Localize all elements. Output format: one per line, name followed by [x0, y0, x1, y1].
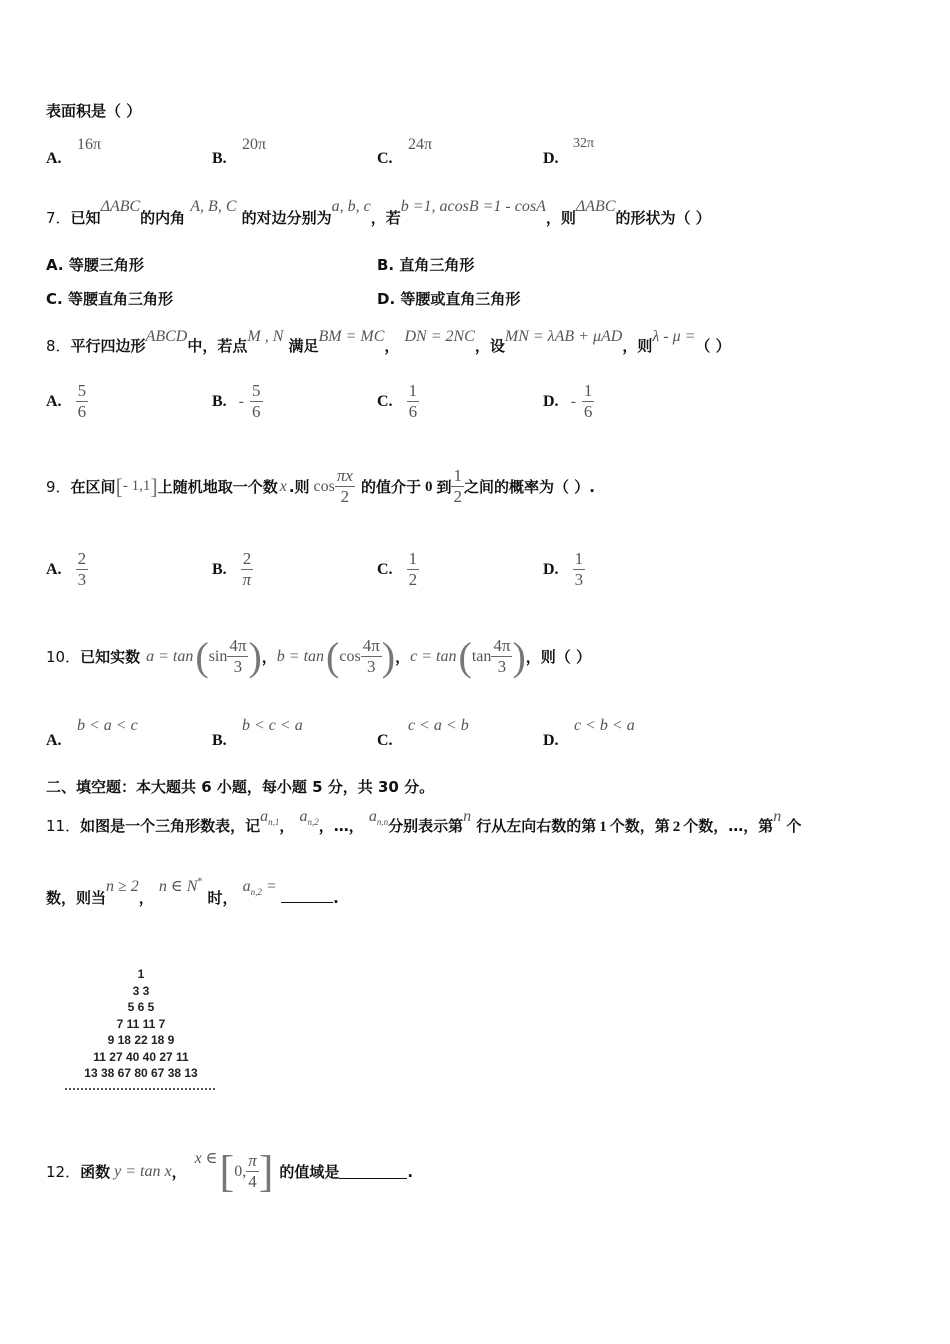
q8-text-1: 平行四边形	[70, 337, 146, 355]
q9-option-a	[46, 549, 88, 590]
q8-option-d-fraction	[582, 381, 595, 422]
q8-option-d-num: 1	[583, 381, 593, 400]
q8-text-3: 满足	[288, 337, 319, 355]
q10-c-tan: tan	[471, 647, 492, 665]
q9-option-b-fraction	[241, 549, 254, 590]
triangle-number-table	[56, 966, 226, 1090]
q9-option-b-num: 2	[242, 549, 252, 568]
q7-option-d	[377, 290, 520, 308]
q10-option-b: b < c < a	[242, 717, 303, 734]
q11-a3: a	[368, 808, 377, 825]
q8-option-a-fraction	[76, 381, 89, 422]
q9-text-3: .则	[288, 477, 310, 496]
triangle-row: 3 3	[132, 983, 150, 998]
q8-math-3: BM = MC	[318, 328, 385, 345]
q6-option-c-label: C.	[377, 150, 393, 167]
q9-text-5: 到	[436, 477, 452, 496]
q9-fraction-den: 2	[340, 487, 350, 506]
q10-option-a: b < a < c	[77, 717, 138, 734]
q10-text-1: 已知实数	[80, 647, 141, 666]
q12-fraction-num: π	[248, 1151, 257, 1170]
q12-answer-blank[interactable]	[339, 1164, 407, 1179]
q8-option-d-sign: -	[570, 392, 576, 410]
q8-option-a-label: A.	[46, 392, 62, 410]
q10-option-b-label: B.	[212, 732, 227, 749]
q7-option-d-text: 等腰或直角三角形	[400, 290, 521, 308]
q11-a1-sub: n,1	[268, 817, 280, 828]
q11-l2-eq: =	[266, 878, 276, 895]
q11-text-4: 个数，第	[609, 817, 670, 835]
q10-option-d-label: D.	[543, 732, 559, 749]
q9-text-1: 在区间	[70, 477, 116, 496]
q9-option-c-label: C.	[377, 560, 393, 578]
q7-math-2: A, B, C	[190, 198, 237, 215]
q10-b-paren-right: )	[381, 634, 396, 679]
q9-text-4: 的值介于	[360, 477, 421, 496]
q8-math-5: MN = λAB + μAD	[504, 328, 623, 345]
q10-sep-2: ，	[395, 647, 411, 666]
q8-option-b-sign: -	[238, 392, 244, 410]
q9-half-num: 1	[453, 466, 462, 485]
q8-option-d	[543, 381, 594, 422]
q10-option-d: c < b < a	[574, 717, 635, 734]
q8-math-6: λ - μ =	[652, 328, 696, 345]
q7-option-b-text: 直角三角形	[399, 256, 475, 274]
q7-math-1: ΔABC	[100, 198, 141, 215]
q10-b-paren-left: (	[326, 634, 340, 679]
q9-option-a-num: 2	[77, 549, 87, 568]
q6-option-a: 16π	[77, 136, 102, 153]
q10-c-fraction	[491, 636, 512, 677]
q9-zero: 0	[424, 478, 433, 495]
q9-bracket-left: [	[115, 473, 123, 499]
q8-option-d-label: D.	[543, 392, 559, 410]
q7-math-5: ΔABC	[575, 198, 616, 215]
q11-text-1: 如图是一个三角形数表，记	[80, 817, 261, 835]
q11-text-2: 分别表示第	[388, 817, 464, 835]
q6-option-a-label: A.	[46, 150, 62, 167]
q8-option-a-den: 6	[77, 402, 87, 421]
q12-text-1: 函数	[80, 1162, 111, 1181]
q8-math-4: DN = 2NC	[404, 328, 475, 345]
q7-text-2: 的内角	[140, 209, 186, 227]
q9-option-d-label: D.	[543, 560, 559, 578]
q11-a2-sub: n,2	[307, 817, 319, 828]
q11-text-5: 个数，…，第	[683, 817, 774, 835]
q9-option-a-den: 3	[77, 570, 87, 589]
triangle-row: 9 18 22 18 9	[107, 1033, 175, 1047]
q8-option-c-num: 1	[408, 381, 418, 400]
q7-text-5: ，则	[545, 209, 576, 227]
q9-interval: - 1,1	[122, 478, 151, 494]
q10-b-fraction-den: 3	[367, 657, 376, 676]
q10-number: 10．	[46, 647, 81, 666]
q12-number: 12．	[46, 1162, 81, 1181]
q7-option-a-text: 等腰三角形	[68, 256, 144, 274]
q10-c-fraction-num: 4π	[493, 636, 511, 655]
q10-c-paren-right: )	[512, 634, 526, 679]
q12-function: y = tan x	[114, 1162, 172, 1180]
q10-option-a-label: A.	[46, 732, 62, 749]
q10-b-cos: cos	[339, 647, 361, 665]
q8-option-c	[377, 381, 419, 422]
q11-a3-sub: n,n	[376, 817, 389, 828]
q12-fraction	[246, 1151, 259, 1192]
q9-option-d-num: 1	[574, 549, 584, 568]
q10-sep-1: ，	[261, 647, 277, 666]
q8-math-1: ABCD	[145, 328, 188, 345]
q12-text-2: ，	[171, 1162, 187, 1181]
q12-end: .	[407, 1162, 414, 1181]
q6-option-d-label: D.	[543, 150, 559, 167]
q12-fraction-den: 4	[248, 1172, 257, 1191]
q9-option-a-fraction	[76, 549, 89, 590]
q9-half	[451, 466, 464, 507]
q11-l2-math-2: n ∈ N	[158, 878, 198, 895]
q9-option-b-label: B.	[212, 560, 227, 578]
q8-text-2: 中，若点	[187, 337, 248, 355]
q8-option-b-label: B.	[212, 392, 227, 410]
q7-math-3: a, b, c	[331, 198, 371, 215]
q11-n-1: n	[463, 808, 472, 825]
q7-option-a	[46, 256, 144, 274]
q9-option-a-label: A.	[46, 560, 62, 578]
section-2-title: 二、填空题：本大题共 6 小题，每小题 5 分，共 30 分。	[46, 778, 435, 796]
q7-option-d-label: D.	[377, 290, 396, 308]
q7-option-a-label: A.	[46, 256, 64, 274]
q10-a-sin: sin	[208, 647, 228, 665]
triangle-row: 13 38 67 80 67 38 13	[84, 1066, 198, 1080]
q7-text-6: 的形状为（ ）	[615, 209, 711, 227]
q8-text-7: （ ）	[695, 337, 731, 355]
question-9	[46, 466, 595, 507]
q9-number: 9．	[46, 477, 71, 496]
q10-option-c-label: C.	[377, 732, 393, 749]
q9-fraction-num: πx	[336, 466, 353, 485]
q11-comma-1: ，	[279, 817, 295, 835]
question-12	[46, 1146, 413, 1197]
q11-l2-text-3: 时，	[207, 889, 238, 907]
q9-option-d-fraction	[573, 549, 586, 590]
q11-number: 11．	[46, 817, 81, 835]
q8-option-d-den: 6	[583, 402, 593, 421]
q11-a1: a	[260, 808, 269, 825]
q10-text-2: ，则（ ）	[525, 647, 592, 666]
question-7	[46, 196, 711, 226]
q10-a-eq: a = tan	[146, 647, 194, 665]
q12-zero: 0,	[234, 1162, 247, 1180]
q10-c-paren-left: (	[458, 634, 472, 679]
q7-number: 7．	[46, 209, 71, 227]
q6-option-d: 32π	[573, 136, 595, 151]
q8-text-5: ，设	[474, 337, 505, 355]
q9-text-6: 之间的概率为（ ）.	[463, 477, 595, 496]
q11-l2-text-2: ，	[138, 889, 154, 907]
q8-option-c-fraction	[407, 381, 420, 422]
q8-option-b-num: 5	[252, 381, 261, 400]
q7-text-3: 的对边分别为	[241, 209, 332, 227]
q10-a-fraction	[227, 636, 248, 677]
q10-option-c: c < a < b	[408, 717, 469, 734]
q8-option-c-den: 6	[408, 402, 418, 421]
q7-option-c-label: C.	[46, 290, 63, 308]
q11-l2-a: a	[242, 878, 251, 895]
q9-option-b-den: π	[242, 570, 252, 589]
q9-option-d-den: 3	[574, 570, 584, 589]
q9-bracket-right: ]	[150, 473, 158, 499]
q11-text-3: 行从左向右数的第	[476, 817, 597, 835]
q11-l2-end: .	[333, 889, 339, 907]
q11-l2-sup: *	[197, 876, 203, 888]
q12-x-in: x ∈	[194, 1149, 218, 1167]
q11-one: 1	[599, 819, 607, 835]
q9-math-x: x	[279, 477, 287, 495]
question-10	[46, 633, 591, 680]
q7-option-c-text: 等腰直角三角形	[67, 290, 173, 308]
q9-cos: cos	[313, 477, 335, 495]
question-11-line-2	[46, 876, 339, 906]
q6-option-c: 24π	[408, 136, 433, 153]
q8-math-2: M , N	[247, 328, 284, 345]
q7-option-b-label: B.	[377, 256, 395, 274]
q12-bracket-right: ]	[258, 1147, 274, 1196]
q11-l2-text-1: 数，则当	[46, 889, 107, 907]
q9-text-2: 上随机地取一个数	[157, 477, 278, 496]
q10-a-paren-right: )	[248, 634, 262, 679]
triangle-row: 11 27 40 40 27 11	[93, 1049, 189, 1064]
q11-text-6: 个	[786, 817, 802, 835]
q8-text-6: ，则	[622, 337, 653, 355]
triangle-row: 7 11 11 7	[116, 1016, 166, 1031]
q8-option-b-den: 6	[252, 402, 261, 421]
q9-option-d	[543, 549, 585, 590]
q10-b-fraction	[361, 636, 382, 677]
question-11	[46, 806, 801, 836]
q8-option-b	[212, 381, 263, 422]
q7-math-4: b =1, acosB =1 - cosA	[400, 198, 546, 215]
q8-text-4: ，	[384, 337, 400, 355]
q9-option-b	[212, 549, 253, 590]
q7-option-b	[377, 256, 474, 274]
q8-option-a-num: 5	[77, 381, 87, 400]
q9-fraction	[335, 466, 355, 507]
q8-option-b-fraction	[250, 381, 263, 422]
triangle-dotted-line	[65, 1088, 215, 1090]
q10-c-eq: c = tan	[410, 647, 457, 665]
q7-text-4: ，若	[370, 209, 401, 227]
q6-tail-text: 表面积是（ ）	[46, 102, 142, 120]
q11-a2: a	[299, 808, 308, 825]
q10-a-fraction-num: 4π	[229, 636, 247, 655]
q9-option-c-num: 1	[408, 549, 418, 568]
q8-option-a	[46, 381, 88, 422]
q12-bracket-left: [	[219, 1147, 235, 1196]
q8-option-c-label: C.	[377, 392, 393, 410]
q10-b-fraction-num: 4π	[362, 636, 380, 655]
q6-option-b: 20π	[242, 136, 267, 153]
q11-l2-math-1: n ≥ 2	[106, 878, 139, 895]
question-8	[46, 326, 731, 356]
triangle-row: 1	[137, 967, 145, 981]
q10-c-fraction-den: 3	[497, 657, 507, 676]
q12-text-3: 的值域是	[279, 1162, 340, 1181]
q6-option-b-label: B.	[212, 150, 227, 167]
q10-a-paren-left: (	[195, 634, 209, 679]
q11-n-2: n	[773, 808, 782, 825]
triangle-row: 5 6 5	[127, 1000, 155, 1014]
q9-option-c-fraction	[407, 549, 420, 590]
q9-half-den: 2	[453, 487, 462, 506]
q7-text-1: 已知	[70, 209, 101, 227]
q11-answer-blank[interactable]	[281, 902, 333, 903]
q7-option-c	[46, 290, 173, 308]
q9-option-c-den: 2	[408, 570, 418, 589]
q11-two: 2	[672, 819, 681, 835]
q11-comma-2: ，…，	[318, 817, 364, 835]
q8-number: 8．	[46, 337, 71, 355]
q10-b-eq: b = tan	[276, 647, 325, 665]
q10-a-fraction-den: 3	[233, 657, 243, 676]
q11-l2-a-sub: n,2	[250, 887, 262, 898]
q9-option-c	[377, 549, 419, 590]
